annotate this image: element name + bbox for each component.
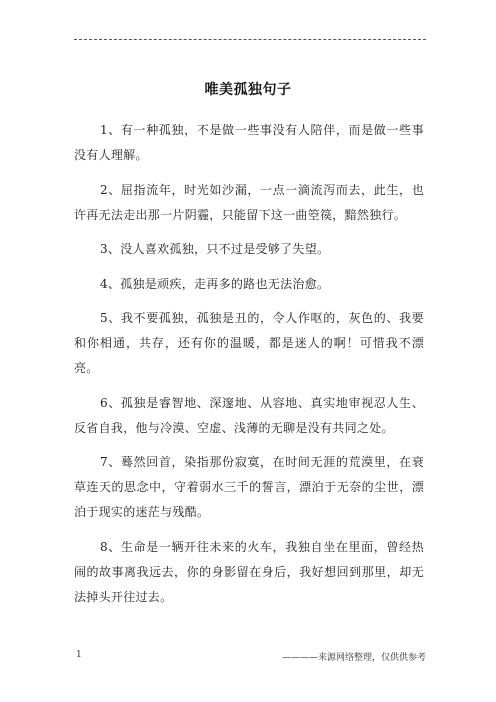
paragraph-1: 1、有一种孤独，不是做一些事没有人陪伴，而是做一些事没有人理解。 — [74, 123, 424, 162]
footer-source-note: ————来源网络整理，仅供供参考 — [281, 653, 426, 663]
paragraph-4: 4、孤独是顽疾，走再多的路也无法治愈。 — [100, 276, 330, 291]
document-title: 唯美孤独句子 — [204, 82, 292, 98]
paragraph-2: 2、屈指流年，时光如沙漏，一点一滴流泻而去，此生，也许再无法走出那一片阴霾，只能留下这一曲箜篌，黯然独行。 — [74, 182, 424, 222]
paragraph-3: 3、没人喜欢孤独，只不过是受够了失望。 — [100, 242, 330, 256]
paragraph-5: 5、我不要孤独，孤独是丑的，令人作呕的，灰色的、我要和你相通，共存，还有你的温暖，都是迷人的啊！可惜我不漂亮。 — [74, 311, 424, 375]
page-number: 1 — [76, 650, 82, 660]
paragraph-7: 7、蓦然回首，染指那份寂寞，在时间无涯的荒漠里，在衰草连天的思念中，守着弱水三千的誓言，漂泊于无奈的尘世，漂泊于现实的迷茫与残酷。 — [74, 455, 424, 519]
paragraph-8: 8、生命是一辆开往未来的火车，我独自坐在里面，曾经热闹的故事离我远去，你的身影留在身后，我好想回到那里，却无法掉头开往过去。 — [74, 539, 424, 604]
document-body — [74, 118, 424, 619]
paragraph-6: 6、孤独是睿智地、深邃地、从容地、真实地审视忍人生、反省自我，他与冷漠、空虚、浅薄的无聊是没有共同之处。 — [74, 395, 424, 435]
header-dashed-rule — [74, 39, 426, 40]
